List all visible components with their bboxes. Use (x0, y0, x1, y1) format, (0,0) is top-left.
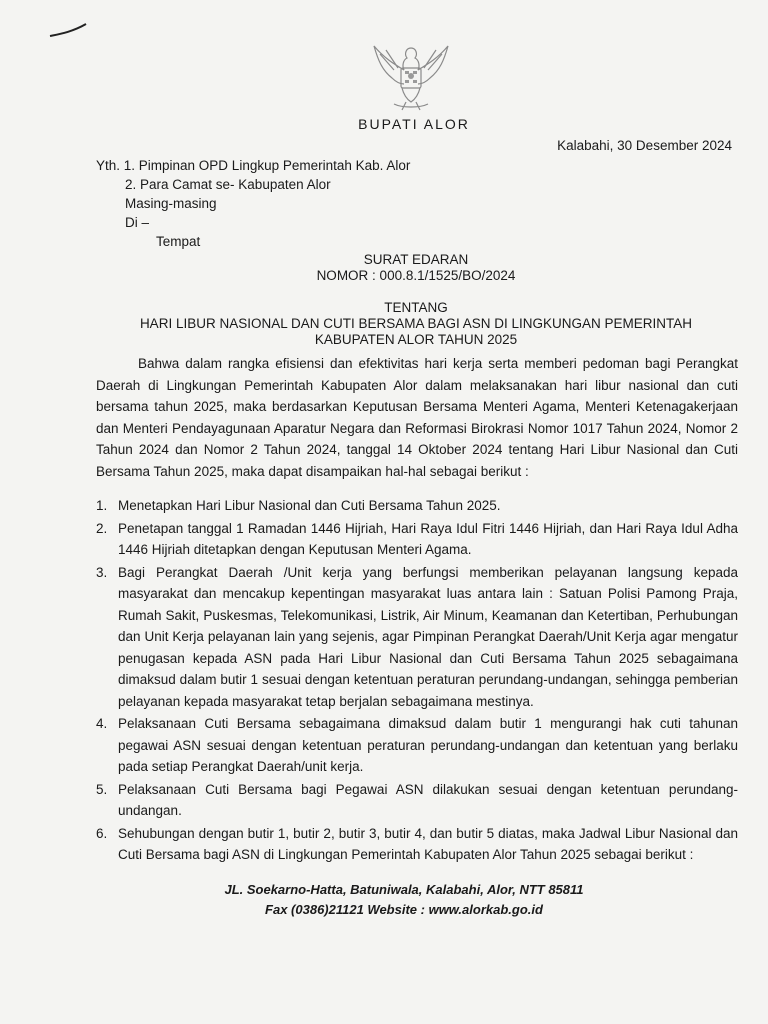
list-item (96, 779, 738, 822)
pen-mark-icon (48, 20, 88, 40)
circular-title: SURAT EDARAN (363, 252, 469, 267)
subject-label: TENTANG (384, 300, 448, 315)
points-list (96, 495, 738, 867)
list-number: 1. (96, 498, 108, 513)
circular-number: NOMOR : 000.8.1/1525/BO/2024 (316, 268, 516, 283)
list-text: Penetapan tanggal 1 Ramadan 1446 Hijriah, Hari Raya Idul Fitri 1446 Hijriah, dan Hari Raya Idul Adha 1446 Hijriah ditetapkan dengan Keputusan Menteri Agama. (118, 520, 738, 557)
addressee-line: Tempat (156, 234, 201, 249)
subject-line: KABUPATEN ALOR TAHUN 2025 (314, 332, 518, 347)
subject-heading (96, 300, 736, 348)
list-number: 6. (96, 825, 108, 841)
list-item (96, 823, 738, 866)
addressee-line: 2. Para Camat se- Kabupaten Alor (125, 177, 331, 192)
list-item (96, 518, 738, 561)
list-text: Sehubungan dengan butir 1, butir 2, butir 3, butir 4, dan butir 5 diatas, maka Jadwal Libur Nasional dan Cuti Bersama bagi ASN di Lingkungan Pemerintah Kabupaten Alor Tahun 2025 sebagai berikut : (118, 825, 738, 862)
letterhead-title: BUPATI ALOR (358, 116, 470, 132)
footer-address: JL. Soekarno-Hatta, Batuniwala, Kalabahi, Alor, NTT 85811 (224, 882, 584, 897)
list-item (96, 562, 738, 713)
subject-line: HARI LIBUR NASIONAL DAN CUTI BERSAMA BAGI ASN DI LINGKUNGAN PEMERINTAH (139, 316, 693, 331)
list-text: Bagi Perangkat Daerah /Unit kerja yang berfungsi memberikan pelayanan langsung kepada masyarakat dan mencakup kepentingan masyarakat luas antara lain : Satuan Polisi Pamong Praja, Rumah Sakit, Puskesmas, Telekomunikasi, Listrik, Air Minum, Keamanan dan Ketertiban, Perhubungan dan Unit Kerja pelayanan lain yang sejenis, agar Pimpinan Perangkat Daerah/Unit Kerja agar mengatur penugasan kepada ASN pada Hari Libur Nasional dan Cuti Bersama Tahun 2025 sebagaimana dimaksud dalam butir 1 sesuai dengan ketentuan peraturan perundang-undangan, sehingga pemberian pelayanan kepada masyarakat tetap berjalan sebagaimana mestinya. (118, 564, 738, 709)
intro-text: Bahwa dalam rangka efisiensi dan efektivitas hari kerja serta memberi pedoman bagi Perangkat Daerah di Lingkungan Pemerintah Kabupaten Alor dalam melaksanakan hari libur nasional dan cuti bersama tahun 2025, maka berdasarkan Keputusan Bersama Menteri Agama, Menteri Ketenagakerjaan dan Menteri Pendayagunaan Aparatur Negara dan Reformasi Birokrasi Nomor 1017 Tahun 2024, Nomor 2 Tahun 2024 dan Nomor 2 Tahun 2024, tanggal 14 Oktober 2024 tentang Hari Libur Nasional dan Cuti Bersama Tahun 2025, maka dapat disampaikan hal-hal sebagai berikut : (96, 356, 738, 479)
list-item (96, 495, 738, 517)
list-text: Pelaksanaan Cuti Bersama sebagaimana dimaksud dalam butir 1 mengurangi hak cuti tahunan pegawai ASN sesuai dengan ketentuan peraturan perundang-undangan dan ketentuan yang berlaku pada setiap Perangkat Daerah/unit kerja. (118, 716, 738, 774)
letter-footer (0, 880, 768, 920)
list-number: 4. (96, 716, 108, 731)
addressee-line: Yth. 1. Pimpinan OPD Lingkup Pemerintah Kab. Alor (96, 158, 411, 173)
list-number: 5. (96, 781, 108, 797)
letter-date: Kalabahi, 30 Desember 2024 (557, 138, 732, 153)
list-number: 2. (96, 520, 108, 536)
addressee-block (96, 156, 410, 251)
list-item (96, 713, 738, 778)
intro-paragraph (96, 353, 738, 482)
addressee-line: Masing-masing (125, 196, 217, 211)
list-number: 3. (96, 564, 108, 580)
footer-contact: Fax (0386)21121 Website : www.alorkab.go.id (265, 902, 543, 917)
circular-heading (96, 252, 736, 284)
list-text: Menetapkan Hari Libur Nasional dan Cuti Bersama Tahun 2025. (118, 498, 501, 513)
addressee-line: Di – (125, 215, 150, 230)
garuda-emblem-icon (366, 40, 456, 112)
list-text: Pelaksanaan Cuti Bersama bagi Pegawai ASN dilakukan sesuai dengan ketentuan perundang-undangan. (118, 781, 738, 818)
